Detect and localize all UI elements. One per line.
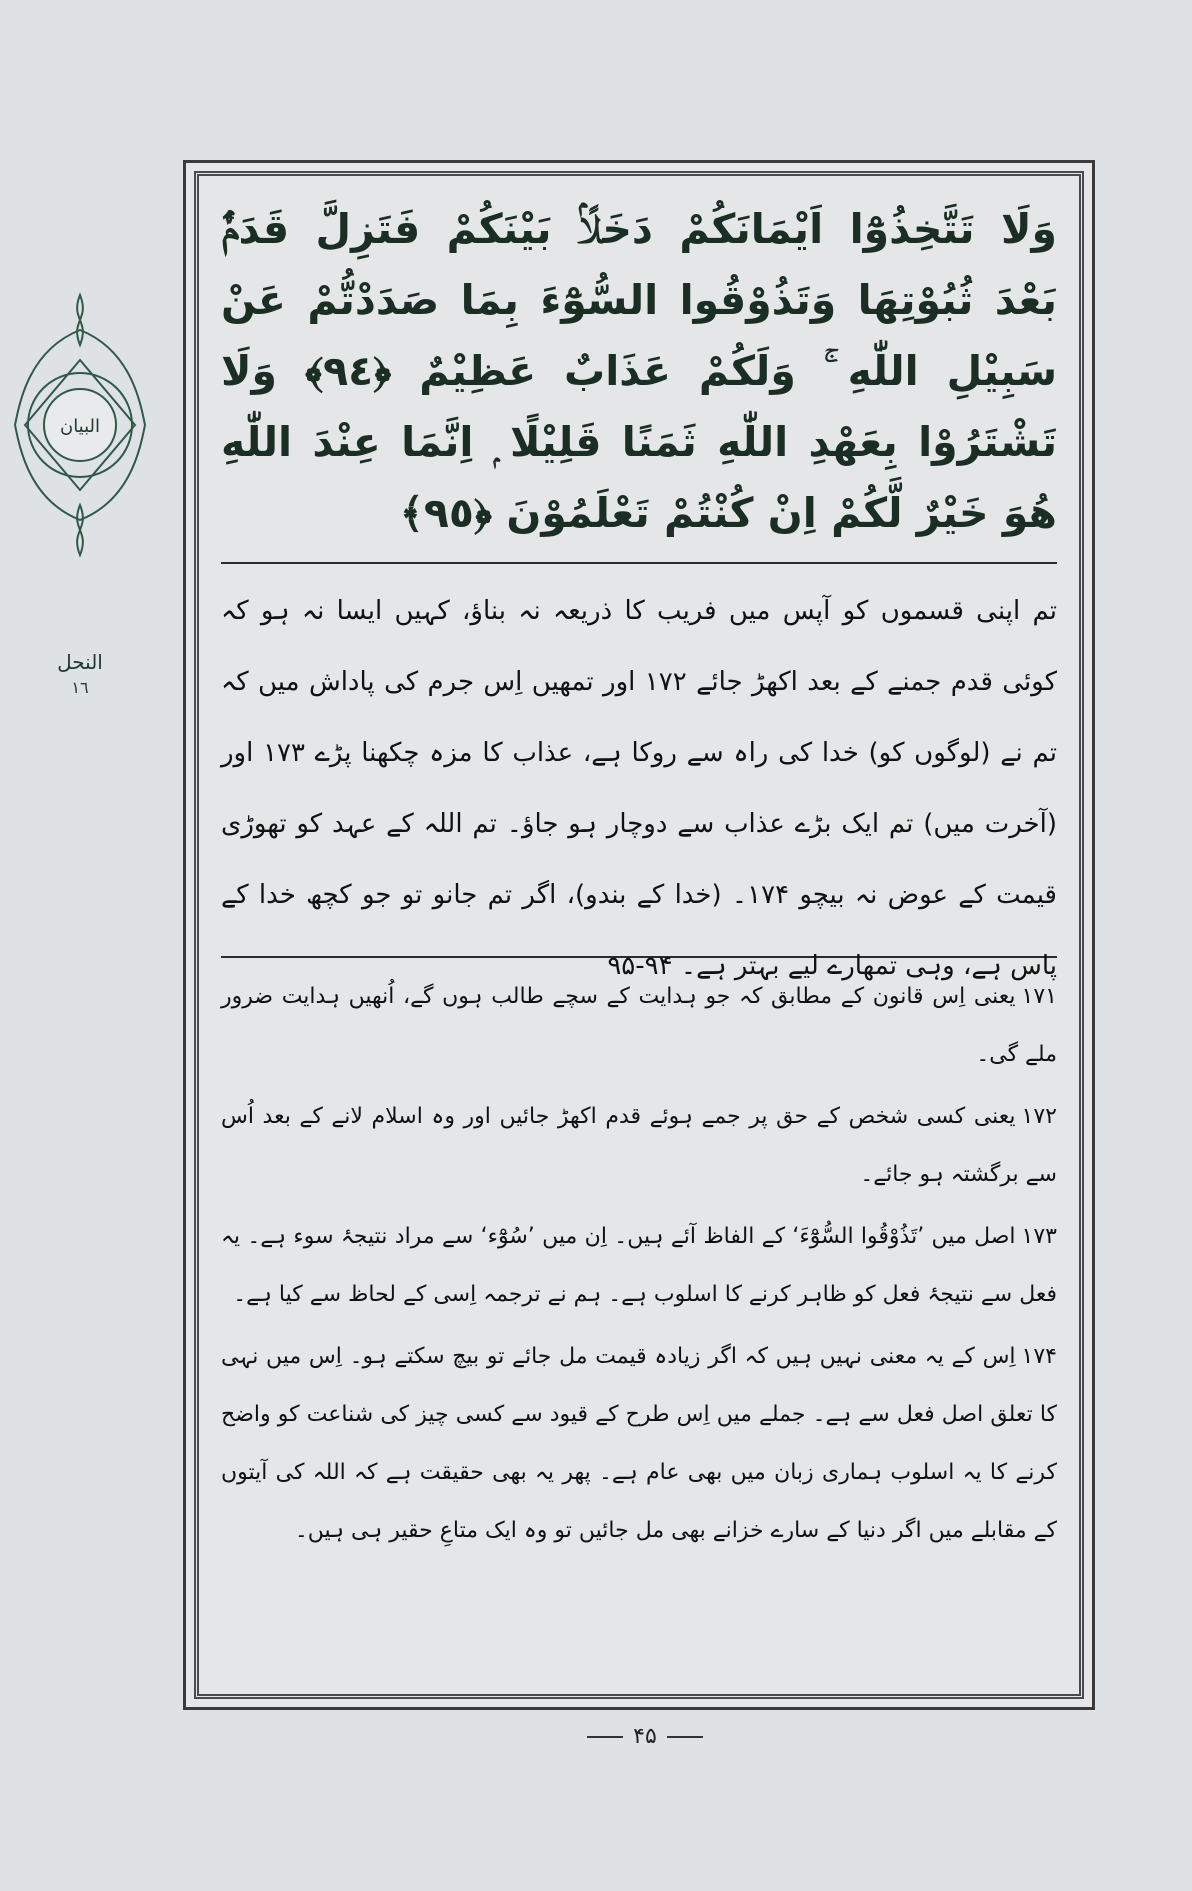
page-number-footer xyxy=(575,1724,715,1749)
surah-number: ١٦ xyxy=(71,678,89,697)
medallion-ornament xyxy=(10,290,150,560)
urdu-translation: تم اپنی قسموں کو آپس میں فریب کا ذریعہ نہ بناؤ، کہیں ایسا نہ ہو کہ کوئی قدم جمنے کے بعد اکھڑ جائے ۱۷۲ اور تمھیں اِس جرم کی پاداش میں کہ تم نے (لوگوں کو) خدا کی راہ سے روکا ہے، عذاب کا مزہ چکھنا پڑے ۱۷۳ اور (آخرت میں) تم ایک بڑے عذاب سے دوچار ہو جاؤ۔ تم اللہ کے عہد کو تھوڑی قیمت کے عوض نہ بیچو ۱۷۴۔ (خدا کے بندو)، اگر تم جانو تو جو کچھ خدا کے پاس ہے، وہی تمھارے لیے بہتر ہے۔ ۹۴-۹۵ xyxy=(221,596,1057,981)
medallion-text: البیان xyxy=(59,416,101,437)
footnote-text: اصل میں ’تَذُوْقُوا السُّوْٓءَ‘ کے الفاظ آئے ہیں۔ اِن میں ’سُوْٓء‘ سے مراد نتیجۂ سوء ہے۔ یہ فعل سے نتیجۂ فعل کو ظاہر کرنے کا اسلوب ہے۔ ہم نے ترجمہ اِسی کے لحاظ سے کیا ہے۔ xyxy=(221,1224,1057,1307)
footnote-number: ۱۷۲ xyxy=(1021,1104,1057,1129)
footnote-number: ۱۷۴ xyxy=(1021,1344,1057,1369)
footnote-text: یعنی کسی شخص کے حق پر جمے ہوئے قدم اکھڑ جائیں اور وہ اسلام لانے کے بعد اُس سے برگشتہ ہو جائے۔ xyxy=(221,1104,1057,1187)
divider-top xyxy=(221,562,1057,564)
footnote-number: ۱۷۱ xyxy=(1021,984,1057,1009)
footnotes xyxy=(221,968,1057,1560)
footer-dash xyxy=(667,1736,703,1738)
footnote-number: ۱۷۳ xyxy=(1021,1224,1057,1249)
page-content xyxy=(194,171,1084,1699)
arabic-verse-text: وَلَا تَتَّخِذُوْٓا اَيْمَانَكُمْ دَخَلًاۢ بَيْنَكُمْ فَتَزِلَّ قَدَمٌۢ بَعْدَ ثُبُوْتِهَا وَتَذُوْقُوا السُّوْٓءَ بِمَا صَدَدْتُّمْ عَنْ سَبِيْلِ اللّٰهِ ۚ وَلَكُمْ عَذَابٌ عَظِيْمٌ ﴿٩٤﴾ وَلَا تَشْتَرُوْا بِعَهْدِ اللّٰهِ ثَمَنًا قَلِيْلًا ۭ اِنَّمَا عِنْدَ اللّٰهِ هُوَ خَيْرٌ لَّكُمْ اِنْ كُنْتُمْ تَعْلَمُوْنَ ﴿٩٥﴾ xyxy=(221,205,1058,537)
footnote-text: اِس کے یہ معنی نہیں ہیں کہ اگر زیادہ قیمت مل جائے تو بیچ سکتے ہو۔ اِس میں نہی کا تعلق اصل فعل سے ہے۔ جملے میں اِس طرح کے قیود سے کسی چیز کی شناعت کو واضح کرنے کا یہ اسلوب ہماری زبان میں بھی عام ہے۔ پھر یہ بھی حقیقت ہے کہ اللہ کی آیتوں کے مقابلے میں اگر دنیا کے سارے خزانے بھی مل جائیں تو وہ ایک متاعِ حقیر ہی ہیں۔ xyxy=(221,1344,1057,1543)
footnote-item xyxy=(221,1208,1057,1324)
page-frame xyxy=(183,160,1095,1710)
footnote-item xyxy=(221,1328,1057,1560)
footnote-item xyxy=(221,968,1057,1084)
footnote-item xyxy=(221,1088,1057,1204)
footer-dash xyxy=(587,1736,623,1738)
page-number: ۴۵ xyxy=(633,1724,657,1749)
surah-name: النحل xyxy=(57,650,103,674)
footnote-text: یعنی اِس قانون کے مطابق کہ جو ہدایت کے سچے طالب ہوں گے، اُنھیں ہدایت ضرور ملے گی۔ xyxy=(221,984,1057,1067)
